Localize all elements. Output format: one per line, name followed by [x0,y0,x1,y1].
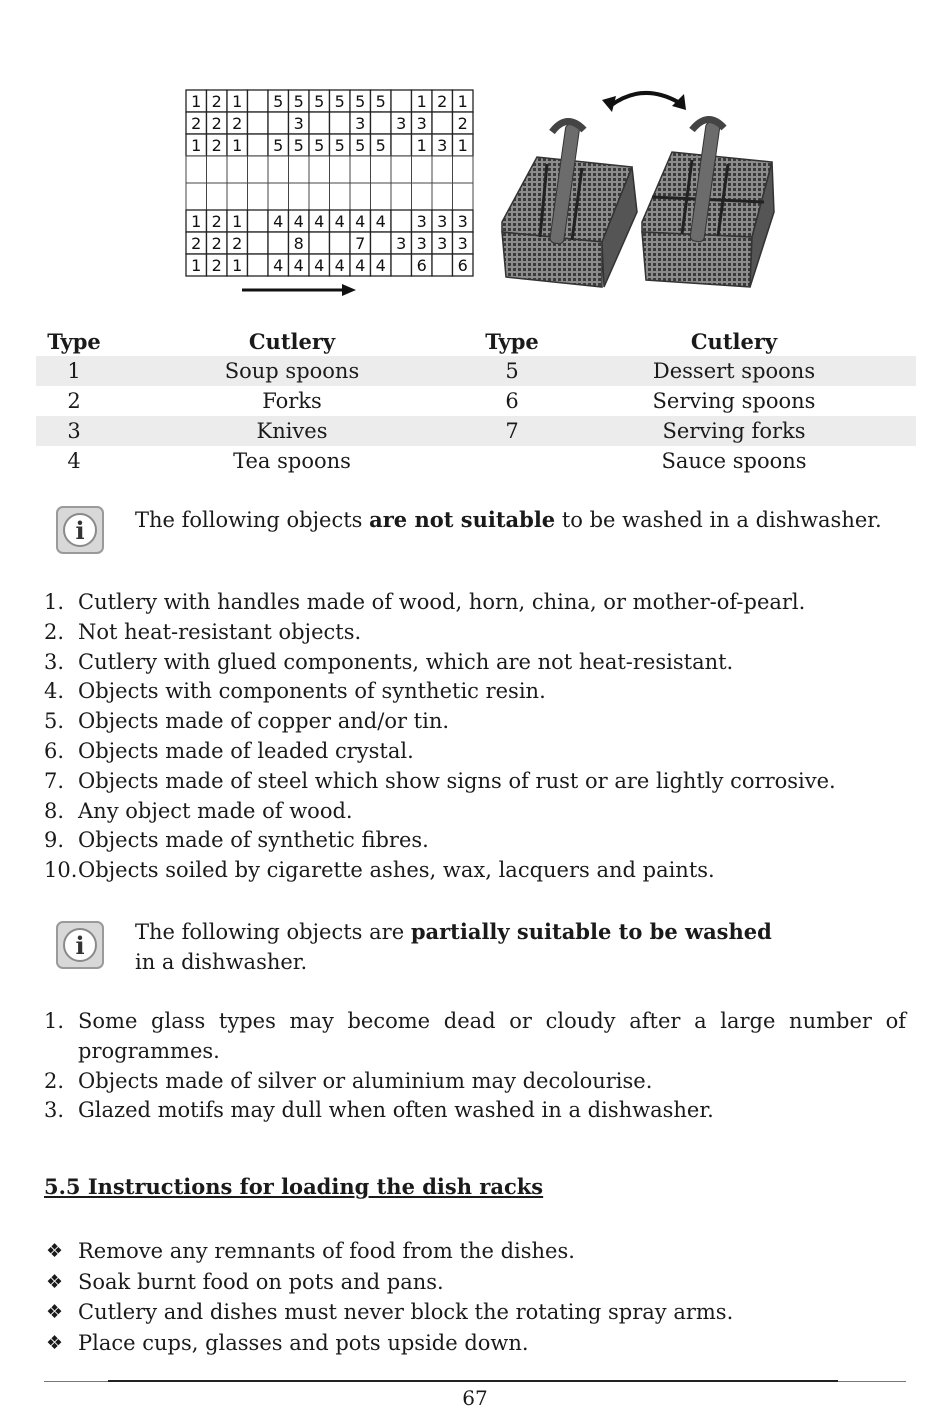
grid-cell-label: 4 [314,256,325,275]
grid-cell-label: 3 [457,212,468,231]
grid-cell-label: 1 [191,212,202,231]
table-header: Type [485,328,539,354]
grid-cell-label: 3 [437,136,448,155]
cutlery-grid-diagram [180,84,480,299]
grid-cell-label: 5 [375,136,386,155]
grid-cell-label: 5 [355,136,366,155]
grid-cell [268,112,289,134]
list-item [44,648,906,678]
grid-cell [330,156,351,183]
table-cell: Serving forks [552,416,916,446]
list-item [44,826,906,856]
grid-cell [268,156,289,183]
list-number: 10. [44,858,78,883]
note-text: to be washed in a dishwasher. [555,508,882,532]
grid-cell-label: 5 [273,136,284,155]
note-emphasis: partially suitable to be washed [410,919,772,944]
table-cell: 3 [36,416,112,446]
list-text: Objects made of synthetic fibres. [78,828,429,853]
grid-cell-label: 7 [355,234,366,253]
table-cell: 7 [472,416,552,446]
grid-cell-label: 4 [334,212,345,231]
note-text: in a dishwasher. [135,950,308,974]
table-header-row [36,326,916,356]
grid-cell [309,156,330,183]
swap-arrow-icon [602,93,686,112]
info-icon [55,505,105,555]
grid-cell-label: 1 [457,92,468,111]
note-emphasis: are not suitable [369,507,556,532]
grid-cell-label: 3 [437,234,448,253]
note-not-suitable [135,505,905,535]
grid-cell [248,156,269,183]
list-text: Cutlery with handles made of wood, horn, china, or mother-of-pearl. [78,590,806,614]
grid-cell [227,156,248,183]
diamond-bullet-icon: ❖ [46,1270,64,1293]
grid-cell [371,156,392,183]
grid-cell-label: 2 [211,92,222,111]
footer-divider [108,1380,838,1382]
table-cell: 1 [36,356,112,386]
grid-cell-label: 4 [375,212,386,231]
table-cell: Sauce spoons [661,449,807,473]
list-item [44,618,906,648]
list-item [44,707,906,737]
grid-cell-label: 2 [191,114,202,133]
table-cell [472,446,552,476]
grid-cell-label: 3 [355,114,366,133]
grid-cell-label: 1 [416,136,427,155]
grid-top-section [186,90,473,156]
note-partially-suitable [135,917,795,977]
list-text: Soak burnt food on pots and pans. [78,1269,444,1294]
grid-cell-label: 4 [355,212,366,231]
grid-cell-label: 2 [232,114,243,133]
list-item [44,767,906,797]
grid-cell-label: 1 [191,92,202,111]
grid-cell [371,232,392,254]
table-cell: Dessert spoons [552,356,916,386]
grid-cell-label: 5 [293,136,304,155]
grid-cell [412,156,433,183]
list-number: 5. [44,709,65,734]
grid-cell-label: 2 [457,114,468,133]
grid-cell-label: 1 [232,136,243,155]
loading-instructions-list [44,1236,906,1358]
list-text: Objects with components of synthetic resin. [78,679,546,704]
list-item [44,1236,906,1267]
grid-cell [432,156,453,183]
table-cell: 5 [472,356,552,386]
list-item [44,856,906,886]
list-number: 8. [44,798,65,823]
list-item [44,797,906,827]
grid-cell-label: 6 [416,256,427,275]
cutlery-basket-figure [180,72,780,302]
grid-cell [391,210,412,232]
section-heading: 5.5 Instructions for loading the dish racks [44,1174,544,1199]
grid-cell-label: 4 [293,256,304,275]
list-text: Remove any remnants of food from the dishes. [78,1239,575,1263]
list-text: Objects made of copper and/or tin. [78,709,450,734]
grid-cell [453,183,474,210]
grid-cell-label: 5 [273,92,284,111]
grid-cell-label: 2 [211,114,222,133]
list-item [44,1297,906,1328]
table-cell: Knives [112,416,472,446]
grid-cell [289,156,310,183]
grid-cell-label: 6 [457,256,468,275]
grid-cell-label: 2 [232,234,243,253]
list-number: 4. [44,679,65,704]
table-cell: 6 [505,389,519,413]
table-row [36,356,916,386]
table-cell: Serving spoons [652,389,816,413]
list-number: 1. [44,1009,65,1033]
list-item [44,1328,906,1359]
grid-cell-label: 3 [416,114,427,133]
grid-cell-label: 5 [293,92,304,111]
grid-cell [248,254,269,276]
grid-cell-label: 4 [314,212,325,231]
grid-cell [391,183,412,210]
grid-cell [432,254,453,276]
grid-cell [207,156,228,183]
grid-cell [350,156,371,183]
table-cell: Forks [262,389,322,413]
grid-cell [330,183,351,210]
grid-cell-label: 5 [314,92,325,111]
grid-cell [227,183,248,210]
grid-cell-label: 1 [232,92,243,111]
partially-suitable-list [44,1007,906,1126]
diamond-bullet-icon: ❖ [46,1240,64,1262]
basket-left [502,121,637,287]
table-row [36,386,916,416]
page-number: 67 [462,1386,488,1410]
grid-cell-label: 3 [416,212,427,231]
list-number: 7. [44,768,65,793]
grid-cell [309,232,330,254]
grid-cell-label: 5 [334,136,345,155]
grid-cell-label: 1 [191,136,202,155]
list-text: Not heat-resistant objects. [78,619,362,644]
grid-cell-label: 2 [437,92,448,111]
grid-cell-label: 2 [211,212,222,231]
grid-cell [248,90,269,112]
list-text: Objects made of silver or aluminium may decolourise. [78,1068,653,1093]
list-number: 9. [44,828,65,853]
grid-cell-label: 1 [191,256,202,275]
grid-cell [207,183,228,210]
grid-cell-label: 1 [457,136,468,155]
list-text: Objects made of steel which show signs of rust or are lightly corrosive. [78,768,836,793]
list-text: Objects soiled by cigarette ashes, wax, lacquers and paints. [78,858,715,883]
list-number: 2. [44,1068,65,1093]
table-cell: Tea spoons [233,449,351,473]
grid-cell-label: 4 [334,256,345,275]
grid-cell [371,112,392,134]
table-header: Cutlery [690,328,778,354]
grid-cell-label: 3 [396,234,407,253]
note-text: The following objects are [135,920,411,944]
grid-cell-label: 2 [191,234,202,253]
grid-cell [391,134,412,156]
grid-cell [453,156,474,183]
grid-cell [391,90,412,112]
diamond-bullet-icon: ❖ [46,1301,64,1323]
grid-cell-label: 8 [293,234,304,253]
list-number: 1. [44,590,65,614]
grid-cell [350,183,371,210]
not-suitable-list [44,588,906,886]
grid-cell [309,112,330,134]
grid-cell [371,183,392,210]
grid-cell [432,112,453,134]
table-row [36,416,916,446]
list-number: 3. [44,649,65,674]
table-header: Type [47,328,101,354]
grid-cell [412,183,433,210]
diamond-bullet-icon: ❖ [46,1331,64,1354]
table-cell: 4 [67,449,81,473]
grid-cell [248,134,269,156]
table-cell: 2 [67,389,81,413]
grid-cell-label: 1 [232,212,243,231]
table-row [36,446,916,476]
table-cell: Soup spoons [112,356,472,386]
grid-cell-label: 3 [416,234,427,253]
grid-cell-label: 3 [457,234,468,253]
grid-cell-label: 2 [211,234,222,253]
basket-illustration [492,72,782,302]
list-text: Any object made of wood. [78,798,353,823]
basket-right [642,119,774,287]
grid-cell [268,183,289,210]
info-icon-glyph: i [75,931,85,960]
grid-cell-label: 5 [314,136,325,155]
grid-cell-label: 3 [396,114,407,133]
direction-arrow [242,284,356,296]
grid-middle-section [186,156,473,210]
grid-cell-label: 3 [293,114,304,133]
list-text: Glazed motifs may dull when often washed in a dishwasher. [78,1098,714,1123]
grid-cell-label: 4 [293,212,304,231]
list-item [44,1067,906,1097]
list-text: Place cups, glasses and pots upside down. [78,1330,529,1355]
grid-bottom-section [186,210,473,276]
grid-cell-label: 1 [232,256,243,275]
list-number: 3. [44,1098,65,1123]
grid-cell [330,112,351,134]
grid-cell [248,232,269,254]
grid-cell [248,183,269,210]
table-header: Cutlery [248,328,336,354]
list-number: 2. [44,619,65,644]
list-text: Cutlery and dishes must never block the rotating spray arms. [78,1300,734,1324]
grid-cell-label: 5 [375,92,386,111]
grid-cell-label: 4 [273,212,284,231]
list-text: Cutlery with glued components, which are not heat-resistant. [78,649,734,674]
list-number: 6. [44,738,65,763]
list-item [44,1267,906,1298]
list-text: Objects made of leaded crystal. [78,738,414,763]
grid-cell-label: 4 [273,256,284,275]
grid-cell [391,254,412,276]
list-item [44,1096,906,1126]
grid-cell [248,112,269,134]
list-text: Some glass types may become dead or cloudy after a large number of programmes. [78,1009,906,1063]
grid-cell-label: 1 [416,92,427,111]
grid-cell [248,210,269,232]
grid-cell [309,183,330,210]
grid-cell-label: 3 [437,212,448,231]
grid-cell [330,232,351,254]
note-text: The following objects [135,508,370,532]
list-item [44,677,906,707]
grid-cell [268,232,289,254]
grid-cell [432,183,453,210]
info-icon [55,920,105,970]
grid-cell-label: 5 [355,92,366,111]
grid-cell [186,183,207,210]
list-item [44,1007,906,1067]
list-item [44,737,906,767]
grid-cell [391,156,412,183]
info-icon-glyph: i [75,516,85,545]
grid-cell [186,156,207,183]
grid-cell-label: 2 [211,256,222,275]
cutlery-type-table [36,326,916,476]
grid-cell [289,183,310,210]
list-item [44,588,906,618]
grid-cell-label: 4 [355,256,366,275]
grid-cell-label: 5 [334,92,345,111]
grid-cell-label: 4 [375,256,386,275]
grid-cell-label: 2 [211,136,222,155]
